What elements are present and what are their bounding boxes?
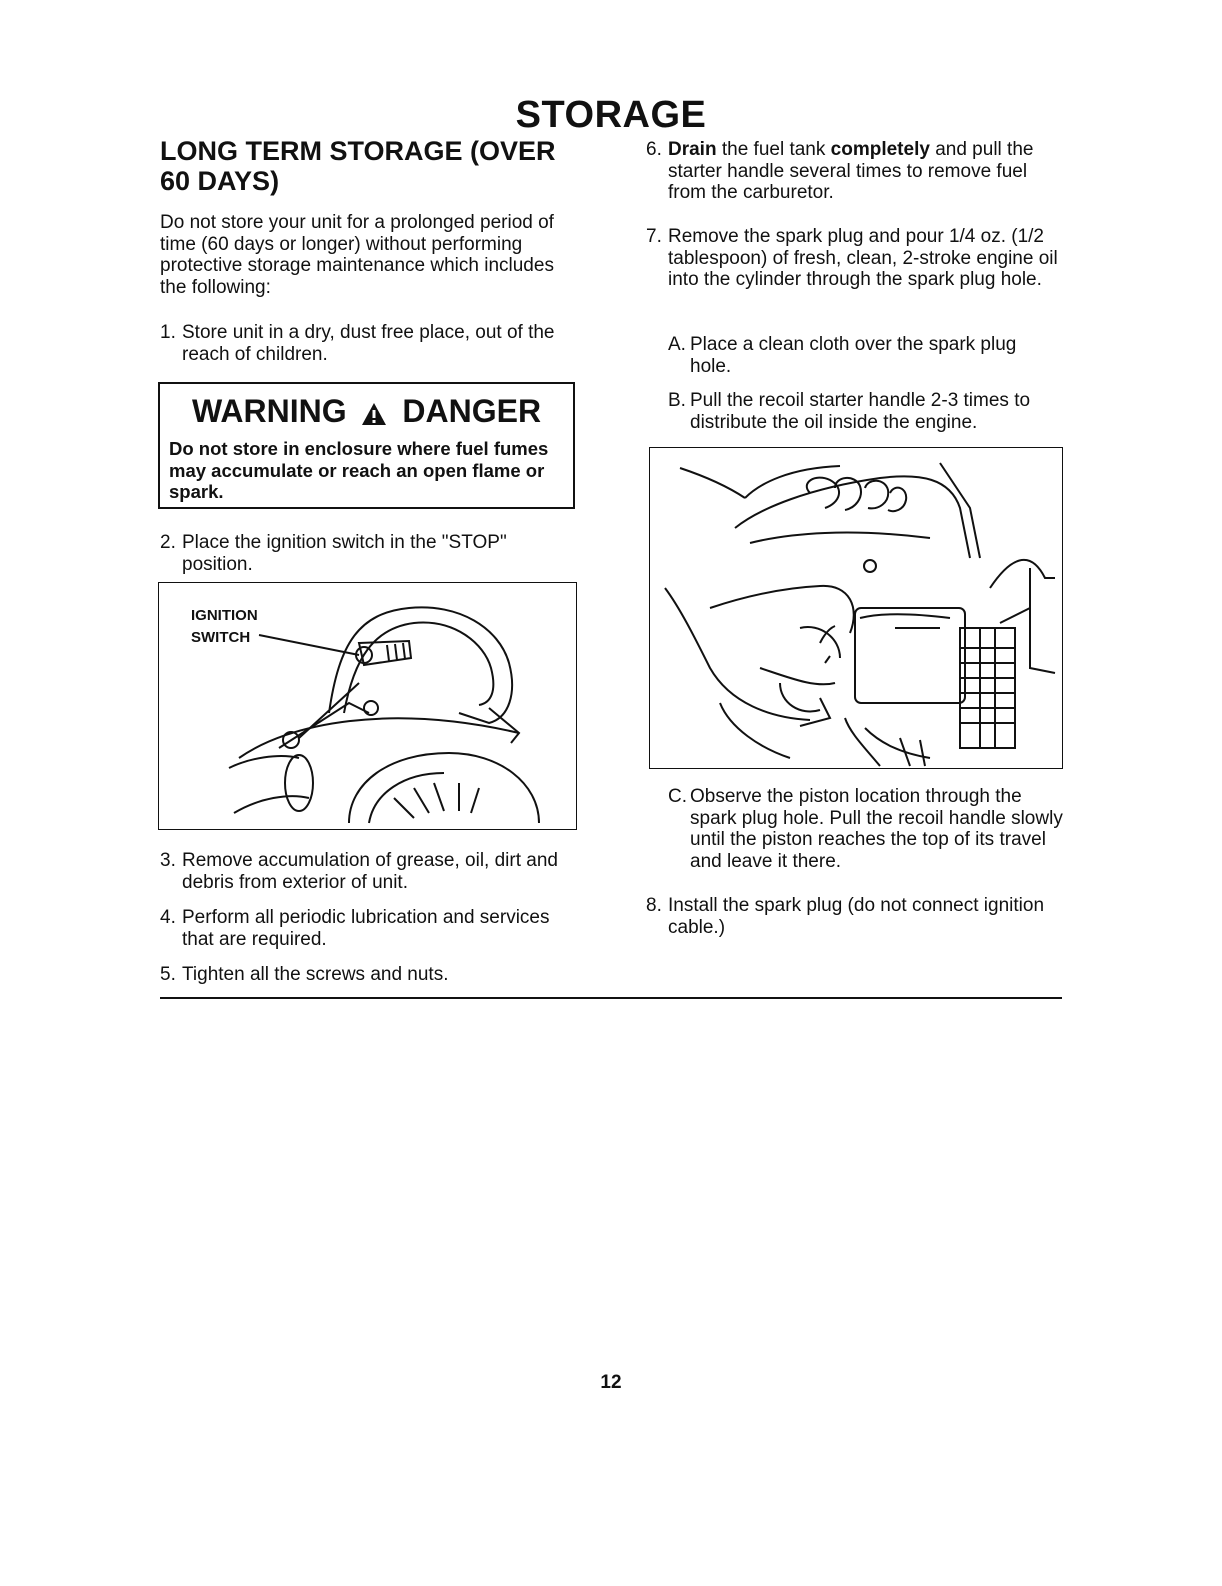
step-number: 7. — [646, 226, 662, 247]
warning-box — [158, 382, 575, 509]
step-text-part: the fuel tank — [716, 139, 831, 160]
list-item — [646, 226, 1066, 291]
figure-label-line: SWITCH — [191, 629, 251, 646]
blower-handle-illustration — [159, 583, 575, 828]
recoil-starter-illustration — [650, 448, 1061, 767]
list-item — [668, 390, 1058, 433]
step-text-part: and pull the starter handle several times to remove fuel from the carburetor. — [668, 139, 1034, 203]
warning-text: Do not store in enclosure where fuel fumes may accumulate or reach an open flame or spark. — [169, 438, 549, 502]
step-text: Perform all periodic lubrication and services that are required. — [182, 907, 550, 950]
step-text: Observe the piston location through the spark plug hole. Pull the recoil handle slowly until the piston reaches the top of its travel and leave it there. — [690, 786, 1063, 872]
step-text: Remove accumulation of grease, oil, dirt and debris from exterior of unit. — [182, 850, 558, 893]
list-item — [160, 850, 580, 893]
step-text: Place a clean cloth over the spark plug hole. — [690, 334, 1017, 377]
step-text: Tighten all the screws and nuts. — [182, 964, 449, 985]
emphasis-text: Drain — [668, 139, 717, 160]
step-text: Place the ignition switch in the "STOP" position. — [182, 532, 507, 575]
warning-label: WARNING — [191, 393, 347, 429]
page-number: 12 — [600, 1372, 622, 1393]
list-item — [160, 532, 580, 575]
recoil-starter-figure — [649, 447, 1063, 769]
emphasis-text: completely — [830, 139, 930, 160]
list-item — [160, 964, 580, 986]
step-number: C. — [668, 786, 687, 807]
list-item — [668, 786, 1068, 872]
step-number: A. — [668, 334, 686, 355]
danger-label: DANGER — [402, 393, 542, 429]
list-item — [160, 322, 580, 365]
step-text: Install the spark plug (do not connect ignition cable.) — [668, 895, 1045, 938]
list-item — [668, 334, 1058, 377]
step-number: 3. — [160, 850, 176, 871]
step-number: 5. — [160, 964, 176, 985]
list-item — [160, 907, 580, 950]
step-number: 2. — [160, 532, 176, 553]
step-text: Pull the recoil starter handle 2-3 times to distribute the oil inside the engine. — [690, 390, 1031, 433]
list-item — [646, 895, 1066, 938]
step-number: 6. — [646, 139, 662, 160]
step-number: 1. — [160, 322, 176, 343]
step-number: 8. — [646, 895, 662, 916]
warning-triangle-icon — [361, 402, 387, 426]
horizontal-divider — [160, 997, 1062, 999]
step-text — [646, 139, 1066, 204]
intro-paragraph: Do not store your unit for a prolonged period of time (60 days or longer) without performing protective storage maintenance which includes the following: — [160, 212, 554, 298]
step-number: B. — [668, 390, 686, 411]
step-text: Store unit in a dry, dust free place, out of the reach of children. — [182, 322, 555, 365]
page-title: STORAGE — [515, 94, 707, 136]
warning-title — [160, 392, 573, 430]
step-number: 4. — [160, 907, 176, 928]
section-heading: LONG TERM STORAGE (OVER 60 DAYS) — [160, 136, 556, 196]
step-text: Remove the spark plug and pour 1/4 oz. (1/2 tablespoon) of fresh, clean, 2-stroke engine oil into the cylinder through the spark plug hole. — [668, 226, 1058, 290]
figure-label-line: IGNITION — [191, 607, 258, 624]
ignition-switch-figure — [158, 582, 577, 830]
list-item — [646, 139, 1066, 204]
